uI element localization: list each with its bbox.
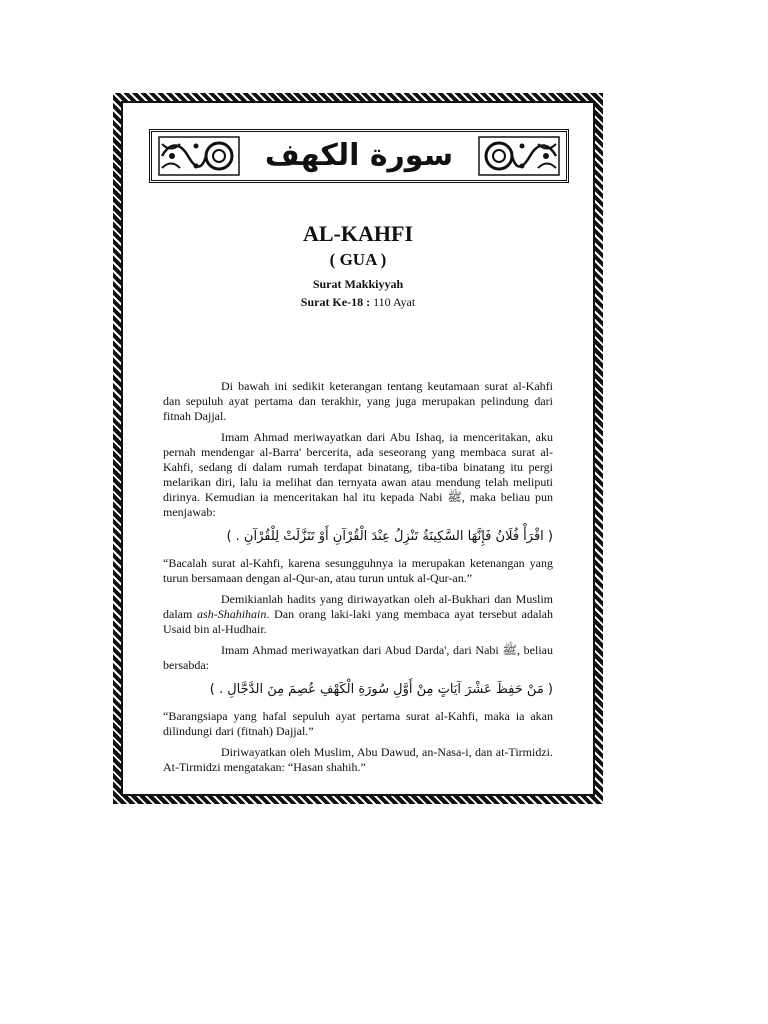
arabesque-right-icon: [478, 136, 560, 176]
arabesque-left-icon: [158, 136, 240, 176]
paragraph-bukhari-muslim: [163, 592, 553, 637]
surah-header-banner: [149, 129, 569, 183]
surah-introduction: [163, 379, 553, 781]
translation-hadith-1: “Bacalah surat al-Kahfi, karena sesungguhnya ia merupakan ketenangan yang turun bersamaan dengan al-Qur-an, atau turun untuk al-Qur-an.”: [163, 556, 553, 585]
paragraph-intro: Di bawah ini sedikit keterangan tentang keutamaan surat al-Kahfi dan sepuluh ayat pertama dan terakhir, yang juga merupakan pelindung dari fitnah Dajjal.: [163, 379, 553, 423]
surah-number-label: Surat Ke-18 :: [300, 295, 371, 309]
arabic-hadith-1: ( اقْرَأْ فُلَانُ فَإِنَّهَا السَّكِينَةُ تَنْزِلُ عِنْدَ الْقُرْآنِ أَوْ تَنَزَّلَتْ لِلْقُرْآنِ . ): [226, 529, 553, 544]
surah-type: Surat Makkiyyah: [312, 277, 404, 291]
arabic-hadith-2: ( مَنْ حَفِظَ عَشْرَ آيَاتٍ مِنْ أَوَّلِ سُورَةِ الْكَهْفِ عُصِمَ مِنَ الدَّجَّالِ . ): [209, 682, 553, 697]
paragraph-bukhari-text-a: Demikianlah hadits yang diriwayatkan oleh al-Bukhari dan Muslim dalam: [163, 592, 553, 621]
surah-verse-count: 110 Ayat: [373, 295, 416, 309]
paragraph-narration-source: Diriwayatkan oleh Muslim, Abu Dawud, an-Nasa-i, dan at-Tirmidzi. At-Tirmidzi mengatakan: “Hasan shahih.”: [163, 745, 553, 774]
surah-name: AL-KAHFI: [303, 221, 413, 246]
surah-meaning: ( GUA ): [329, 250, 387, 269]
translation-hadith-2: “Barangsiapa yang hafal sepuluh ayat pertama surat al-Kahfi, maka ia akan dilindungi dari (fitnah) Dajjal.”: [163, 709, 553, 738]
paragraph-abud-darda: Imam Ahmad meriwayatkan dari Abud Darda', dari Nabi ﷺ, beliau bersabda:: [163, 643, 553, 672]
surah-number-line: [123, 293, 593, 311]
paragraph-hadith-abu-ishaq: Imam Ahmad meriwayatkan dari Abu Ishaq, ia menceritakan, aku pernah mendengar al-Barra' bercerita, ada seseorang yang membaca surat al-Kahfi, sedang di dalam rumah terdapat binatang, tiba-tiba binatang itu pergi melarikan diri, lalu ia melihat dan ternyata awan atau mendung telah meliputi dirinya. Kemudian ia menceritakan hal itu kepada Nabi ﷺ, maka beliau pun menjawab:: [163, 430, 554, 519]
paragraph-bukhari-text-b: . Dan orang laki-laki yang membaca ayat tersebut adalah Usaid bin al-Hudhair.: [163, 607, 553, 636]
surah-title-block: [123, 221, 593, 311]
surah-title-arabic: سورة الكهف: [264, 138, 454, 173]
paragraph-bukhari-title: ash-Shahihain: [197, 607, 267, 621]
page-content-area: [121, 101, 595, 796]
page-ornamental-border: [113, 93, 603, 804]
